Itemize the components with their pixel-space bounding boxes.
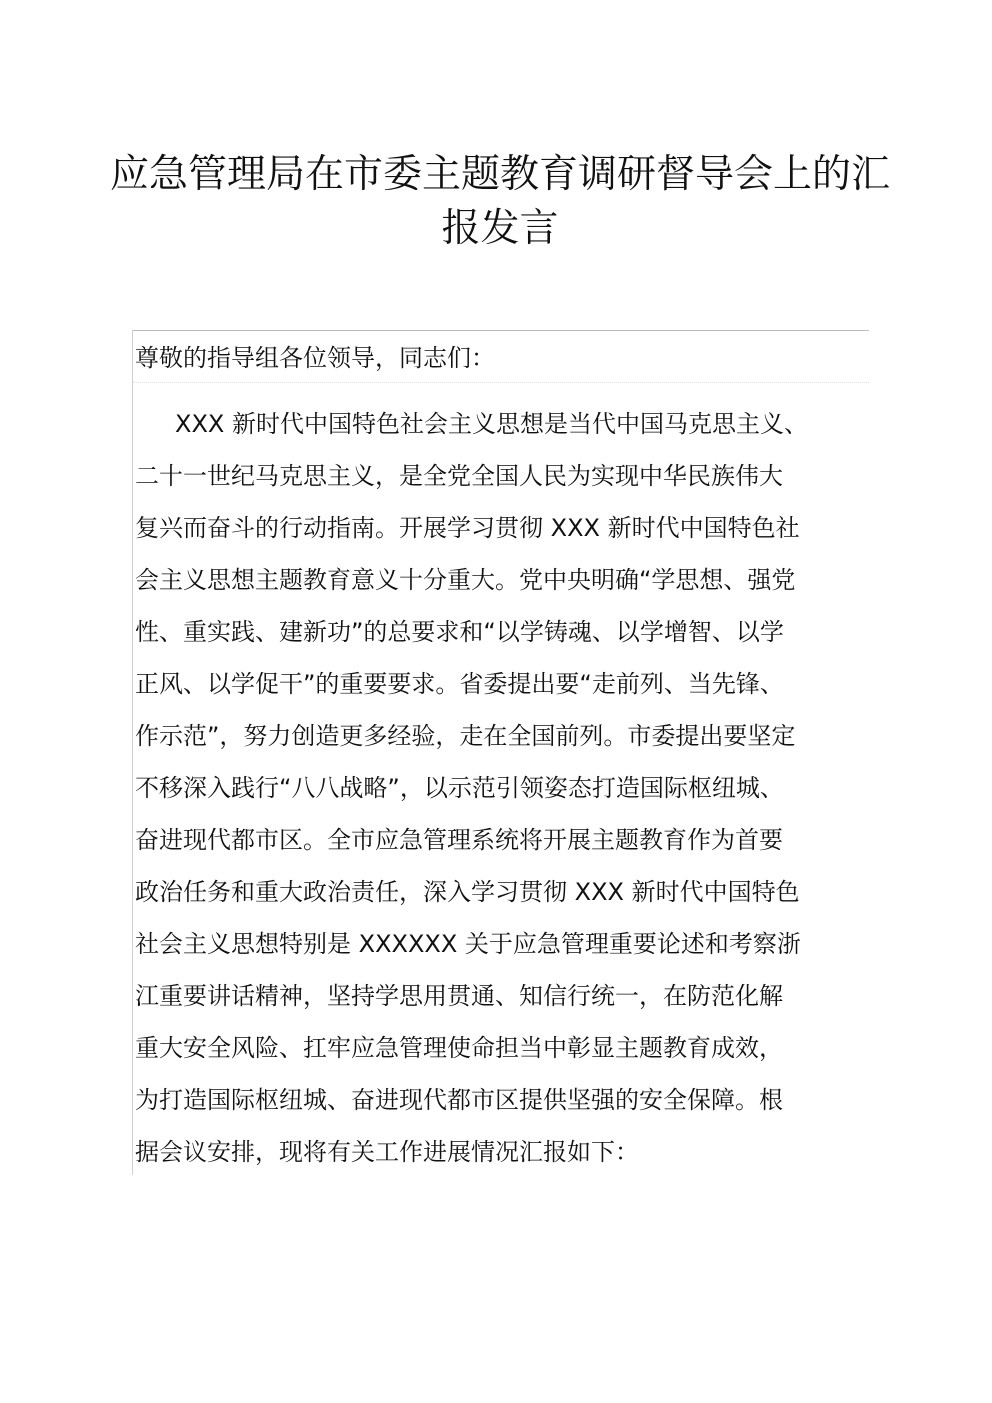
body-paragraph (135, 398, 875, 1178)
body-line: 二十一世纪马克思主义，是全党全国人民为实现中华民族伟大 (135, 462, 783, 490)
body-line: 江重要讲话精神，坚持学思用贯通、知信行统一，在防范化解 (135, 982, 783, 1010)
body-line: 据会议安排，现将有关工作进展情况汇报如下： (135, 1138, 639, 1166)
body-line: 奋进现代都市区。全市应急管理系统将开展主题教育作为首要 (135, 826, 783, 854)
body-line: XXX 新时代中国特色社会主义思想是当代中国马克思主义、 (175, 410, 808, 438)
table-left-border (132, 330, 133, 1175)
body-line: 为打造国际枢纽城、奋进现代都市区提供坚强的安全保障。根 (135, 1086, 783, 1114)
table-top-border (133, 330, 869, 331)
title-line-1: 应急管理局在市委主题教育调研督导会上的汇 (110, 152, 891, 197)
body-line: 作示范”，努力创造更多经验，走在全国前列。市委提出要坚定 (135, 722, 796, 750)
document-title (110, 148, 890, 256)
salutation: 尊敬的指导组各位领导，同志们： (135, 344, 495, 372)
body-line: 不移深入践行“八八战略”，以示范引领姿态打造国际枢纽城、 (135, 774, 784, 802)
body-line: 政治任务和重大政治责任，深入学习贯彻 XXX 新时代中国特色 (135, 878, 800, 906)
body-line: 会主义思想主题教育意义十分重大。党中央明确“学思想、强党 (135, 566, 796, 594)
body-line: 正风、以学促干”的重要要求。省委提出要“走前列、当先锋、 (135, 670, 784, 698)
table-row-divider (133, 382, 869, 383)
body-line: 性、重实践、建新功”的总要求和“以学铸魂、以学增智、以学 (135, 618, 784, 646)
title-line-2: 报发言 (441, 206, 559, 251)
body-line: 社会主义思想特别是 XXXXXX 关于应急管理重要论述和考察浙 (135, 930, 801, 958)
body-line: 复兴而奋斗的行动指南。开展学习贯彻 XXX 新时代中国特色社 (135, 514, 800, 542)
body-line: 重大安全风险、扛牢应急管理使命担当中彰显主题教育成效， (135, 1034, 783, 1062)
